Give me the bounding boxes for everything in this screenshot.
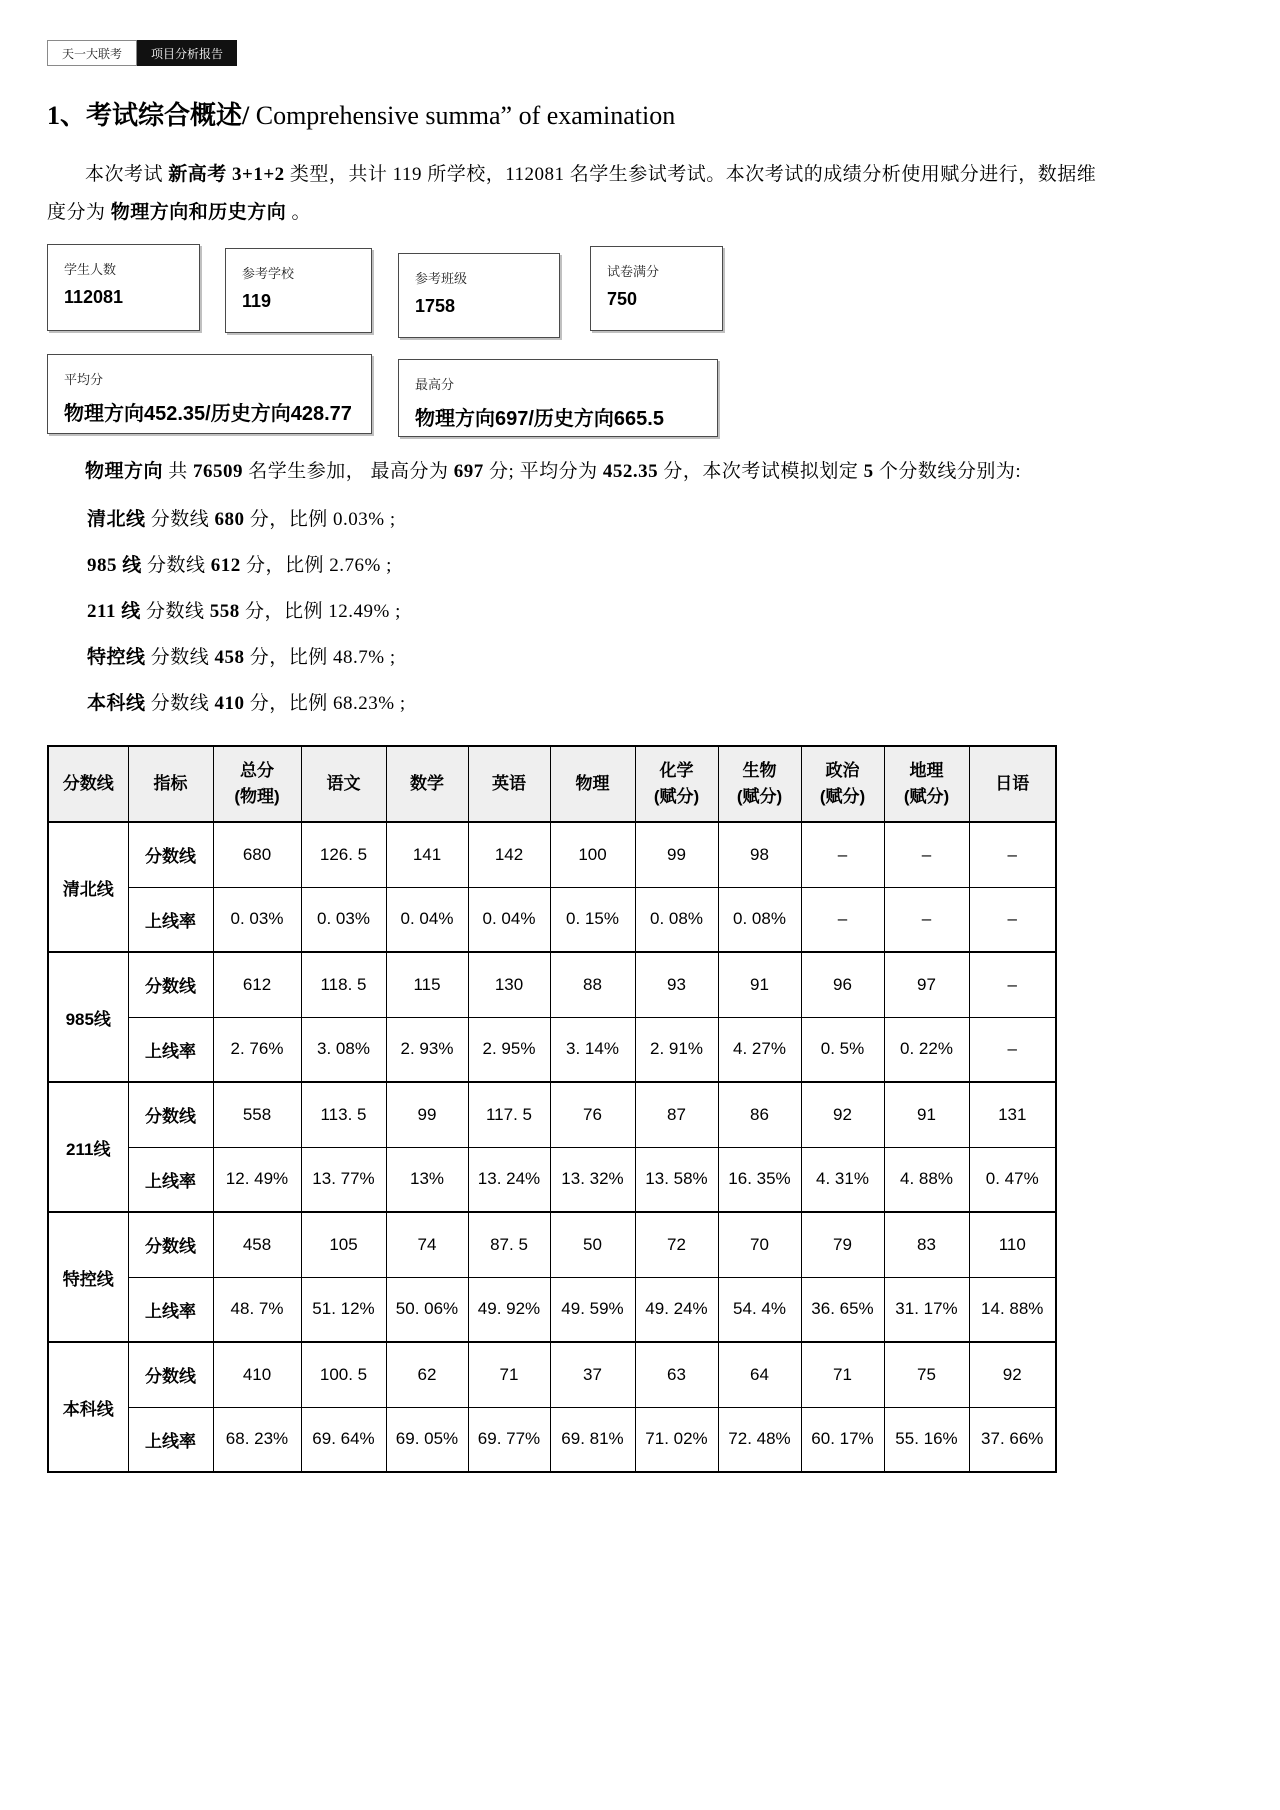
score-cell: 612 [213,952,301,1017]
stat-box-full-score [590,246,723,331]
rate-cell: 2. 76% [213,1017,301,1082]
category-cell: 清北线 [48,822,128,952]
rate-cell: 4. 27% [718,1017,801,1082]
score-line-text: 分，比例 [244,509,334,530]
score-cell: 142 [468,822,550,887]
rate-cell: 69. 64% [301,1407,386,1472]
score-line-text: 分数线 [145,509,215,530]
score-cell: – [969,822,1056,887]
rate-cell: 14. 88% [969,1277,1056,1342]
header-subject: 总分 (物理) [213,746,301,822]
stat-label: 试卷满分 [607,264,660,279]
score-cell: 558 [213,1082,301,1147]
header-subject: 物理 [550,746,635,822]
rate-cell: 0. 08% [635,887,718,952]
score-cell: 63 [635,1342,718,1407]
score-line-text: ; [380,555,392,576]
header-subject: 生物 (赋分) [718,746,801,822]
summary-highest: 697 [453,461,484,482]
category-cell: 特控线 [48,1212,128,1342]
summary-text: 分，本次考试模拟划定 [658,461,864,482]
score-cell: 91 [718,952,801,1017]
score-line-pct: 48.7% [333,647,385,668]
stat-value: 750 [607,289,638,309]
stat-box-average [47,354,372,434]
score-cell: 75 [884,1342,969,1407]
score-line-pct: 12.49% [328,601,390,622]
score-cell: – [801,822,884,887]
stat-value: 物理方向452.35/历史方向428.77 [64,403,352,425]
score-line-name: 本科线 [87,693,146,714]
summary-line-count: 5 [863,461,874,482]
indicator-cell: 分数线 [128,952,213,1017]
score-line-pct: 2.76% [329,555,381,576]
rate-cell: 0. 08% [718,887,801,952]
score-line-list [87,497,1280,727]
score-cell: 141 [386,822,468,887]
rate-cell: 69. 77% [468,1407,550,1472]
score-cell: 70 [718,1212,801,1277]
rate-cell: 60. 17% [801,1407,884,1472]
score-cell: 96 [801,952,884,1017]
score-line-text: 分数线 [145,693,215,714]
category-cell: 211线 [48,1082,128,1212]
score-line-text: 分，比例 [244,693,334,714]
stat-value: 1758 [415,296,456,316]
score-cell: 64 [718,1342,801,1407]
score-cell: 91 [884,1082,969,1147]
score-cell: 680 [213,822,301,887]
rate-cell: 0. 15% [550,887,635,952]
rate-cell: 68. 23% [213,1407,301,1472]
score-line-name: 清北线 [87,509,146,530]
indicator-cell: 分数线 [128,1342,213,1407]
score-line-name: 特控线 [87,647,146,668]
rate-cell: 36. 65% [801,1277,884,1342]
rate-cell: – [801,887,884,952]
intro-paragraph [47,156,1103,232]
summary-average: 452.35 [602,461,659,482]
rate-cell: 2. 95% [468,1017,550,1082]
score-line-text: ; [384,509,396,530]
rate-cell: 49. 59% [550,1277,635,1342]
summary-participants: 76509 [193,461,244,482]
score-cell: 87. 5 [468,1212,550,1277]
score-line-score: 410 [214,693,245,714]
rate-cell: 4. 31% [801,1147,884,1212]
stat-box-students [47,244,200,331]
header-subject: 数学 [386,746,468,822]
rate-cell: 13% [386,1147,468,1212]
score-cell: 126. 5 [301,822,386,887]
score-cell: – [884,822,969,887]
score-table-body [48,822,1056,1472]
score-cell: 117. 5 [468,1082,550,1147]
header-subject: 政治 (赋分) [801,746,884,822]
section-title-en: Comprehensive summa” of examination [255,101,676,130]
category-cell: 本科线 [48,1342,128,1472]
score-cell: 97 [884,952,969,1017]
score-cell: 86 [718,1082,801,1147]
score-cell: 74 [386,1212,468,1277]
rate-cell: 0. 22% [884,1017,969,1082]
table-row [48,1147,1056,1212]
score-line-item [87,589,1280,635]
intro-text: 本次考试 [85,164,169,185]
rate-cell: 50. 06% [386,1277,468,1342]
rate-cell: 0. 04% [468,887,550,952]
score-cell: 113. 5 [301,1082,386,1147]
stat-box-schools [225,248,372,333]
intro-text: 。 [286,202,312,223]
score-line-text: 分数线 [145,647,215,668]
physics-summary-paragraph [47,453,1103,491]
rate-cell: – [969,887,1056,952]
score-line-score: 458 [214,647,245,668]
score-cell: 130 [468,952,550,1017]
rate-cell: 3. 08% [301,1017,386,1082]
score-cell: 110 [969,1212,1056,1277]
score-cell: 71 [468,1342,550,1407]
score-cell: 79 [801,1212,884,1277]
summary-text: 名学生参加， 最高分为 [243,461,454,482]
summary-text: 共 [163,461,194,482]
indicator-cell: 上线率 [128,887,213,952]
rate-cell: 37. 66% [969,1407,1056,1472]
indicator-cell: 上线率 [128,1407,213,1472]
rate-cell: 0. 03% [213,887,301,952]
rate-cell: 72. 48% [718,1407,801,1472]
section-title-zh: 1、考试综合概述/ [47,101,256,130]
score-cell: 100 [550,822,635,887]
score-cell: 131 [969,1082,1056,1147]
score-line-pct: 68.23% [333,693,395,714]
score-cell: 410 [213,1342,301,1407]
score-table-header [48,746,1056,822]
score-line-item [87,635,1280,681]
intro-text: 类型，共计 119 所学校，112081 名学生参试考试。本次考试的成绩分析使用赋分进行，数据维度分为 [47,164,1097,223]
score-line-score: 612 [210,555,241,576]
score-cell: 98 [718,822,801,887]
rate-cell: 69. 81% [550,1407,635,1472]
rate-cell: 69. 05% [386,1407,468,1472]
rate-cell: 2. 93% [386,1017,468,1082]
category-cell: 985线 [48,952,128,1082]
stat-label: 最高分 [415,377,455,392]
score-line-score: 680 [214,509,245,530]
score-line-score: 558 [209,601,240,622]
report-type-badge: 项目分析报告 [137,40,237,66]
table-row [48,887,1056,952]
rate-cell: 3. 14% [550,1017,635,1082]
indicator-cell: 上线率 [128,1017,213,1082]
rate-cell: 13. 58% [635,1147,718,1212]
score-line-item [87,681,1280,727]
header-subject: 语文 [301,746,386,822]
score-cell: 115 [386,952,468,1017]
score-cell: 92 [801,1082,884,1147]
table-row [48,1277,1056,1342]
rate-cell: 48. 7% [213,1277,301,1342]
rate-cell: 12. 49% [213,1147,301,1212]
score-line-text: 分，比例 [244,647,334,668]
score-line-text: 分数线 [140,601,210,622]
summary-text: 个分数线分别为: [873,461,1022,482]
score-cell: 458 [213,1212,301,1277]
rate-cell: 0. 47% [969,1147,1056,1212]
score-line-text: 分，比例 [240,555,330,576]
rate-cell: 4. 88% [884,1147,969,1212]
score-cell: 83 [884,1212,969,1277]
rate-cell: 54. 4% [718,1277,801,1342]
score-cell: – [969,952,1056,1017]
table-row [48,1342,1056,1407]
score-line-text: ; [389,601,401,622]
rate-cell: 55. 16% [884,1407,969,1472]
score-cell: 87 [635,1082,718,1147]
rate-cell: 49. 24% [635,1277,718,1342]
stat-value: 112081 [64,287,124,307]
intro-exam-type: 新高考 3+1+2 [168,164,285,185]
score-cell: 105 [301,1212,386,1277]
rate-cell: 13. 24% [468,1147,550,1212]
table-row [48,822,1056,887]
score-line-pct: 0.03% [333,509,385,530]
table-row [48,952,1056,1017]
score-cell: 71 [801,1342,884,1407]
rate-cell: 71. 02% [635,1407,718,1472]
score-line-text: ; [394,693,406,714]
rate-cell: 51. 12% [301,1277,386,1342]
score-cell: 118. 5 [301,952,386,1017]
brand-badge: 天一大联考 [47,40,137,66]
table-row [48,1407,1056,1472]
rate-cell: 2. 91% [635,1017,718,1082]
rate-cell: 16. 35% [718,1147,801,1212]
score-cell: 92 [969,1342,1056,1407]
stat-label: 参考学校 [242,266,295,281]
stat-box-highest [398,359,718,437]
table-row [48,1212,1056,1277]
header-subject: 地理 (赋分) [884,746,969,822]
score-line-text: ; [384,647,396,668]
stat-row-1 [47,244,1280,338]
header-subject: 化学 (赋分) [635,746,718,822]
stat-label: 参考班级 [415,271,468,286]
header-indicator: 指标 [128,746,213,822]
score-cell: 99 [386,1082,468,1147]
stat-label: 平均分 [64,372,104,387]
table-row [48,1082,1056,1147]
table-row [48,1017,1056,1082]
indicator-cell: 分数线 [128,822,213,887]
indicator-cell: 上线率 [128,1147,213,1212]
indicator-cell: 分数线 [128,1212,213,1277]
rate-cell: 31. 17% [884,1277,969,1342]
score-cell: 72 [635,1212,718,1277]
rate-cell: 13. 32% [550,1147,635,1212]
section-title [47,98,1280,134]
stat-label: 学生人数 [64,262,117,277]
score-cell: 62 [386,1342,468,1407]
stat-value: 119 [242,291,272,311]
score-table [47,745,1057,1473]
rate-cell: 13. 77% [301,1147,386,1212]
rate-cell: – [884,887,969,952]
score-line-item [87,497,1280,543]
score-cell: 88 [550,952,635,1017]
table-header-row [48,746,1056,822]
stat-value: 物理方向697/历史方向665.5 [415,408,664,430]
summary-direction: 物理方向 [85,461,164,482]
score-cell: 76 [550,1082,635,1147]
rate-cell: 0. 04% [386,887,468,952]
rate-cell: 49. 92% [468,1277,550,1342]
stat-row-2 [47,354,1280,437]
score-line-name: 211 线 [87,601,141,622]
intro-directions: 物理方向和历史方向 [110,202,287,223]
score-cell: 100. 5 [301,1342,386,1407]
score-line-text: 分，比例 [239,601,329,622]
summary-text: 分; 平均分为 [483,461,603,482]
score-cell: 50 [550,1212,635,1277]
score-cell: 37 [550,1342,635,1407]
score-cell: 99 [635,822,718,887]
indicator-cell: 上线率 [128,1277,213,1342]
rate-cell: 0. 5% [801,1017,884,1082]
header-score-line: 分数线 [48,746,128,822]
score-line-text: 分数线 [141,555,211,576]
score-line-name: 985 线 [87,555,142,576]
header-subject: 英语 [468,746,550,822]
stat-box-classes [398,253,560,338]
header-badges [47,40,1280,66]
indicator-cell: 分数线 [128,1082,213,1147]
header-subject: 日语 [969,746,1056,822]
score-line-item [87,543,1280,589]
rate-cell: – [969,1017,1056,1082]
score-cell: 93 [635,952,718,1017]
rate-cell: 0. 03% [301,887,386,952]
